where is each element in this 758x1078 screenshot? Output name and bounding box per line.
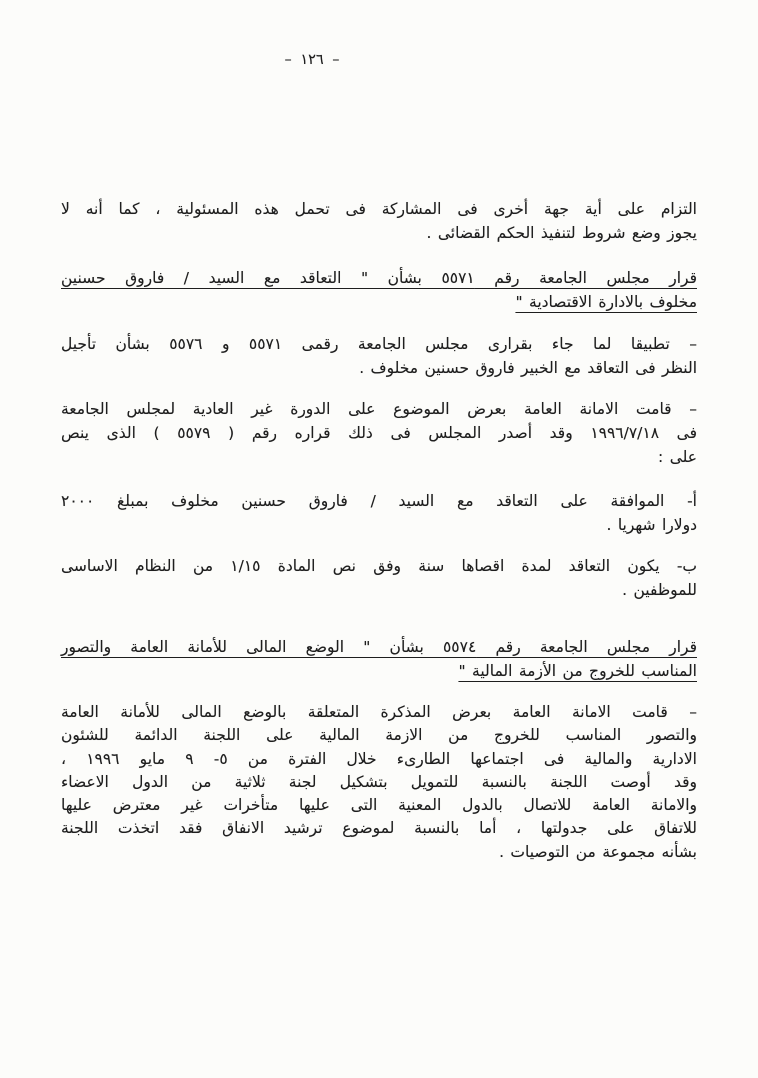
text-line: – قامت الامانة العامة بعرض المذكرة المتعلقة بالوضع المالى للأمانة العامة bbox=[61, 703, 697, 721]
text-line: وقد أوصت اللجنة بالنسبة للتمويل بتشكيل لجنة ثلاثية من الدول الاعضاء bbox=[61, 772, 697, 791]
text-line: فى ١٩٩٦/٧/١٨ وقد أصدر المجلس فى ذلك قراره رقم ( ٥٥٧٩ ) الذى ينص bbox=[61, 424, 698, 442]
text-line: بشأنه مجموعة من التوصيات . bbox=[499, 842, 697, 861]
paragraph bbox=[61, 197, 697, 245]
heading-line: قرار مجلس الجامعة رقم ٥٥٧٤ بشأن " الوضع المالى للأمانة العامة والتصور bbox=[61, 638, 697, 656]
heading-line: قرار مجلس الجامعة رقم ٥٥٧١ بشأن " التعاقد مع السيد / فاروق حسنين bbox=[61, 269, 697, 287]
section-heading bbox=[61, 635, 697, 683]
section-heading bbox=[61, 266, 697, 314]
heading-line: المناسب للخروج من الأزمة المالية " bbox=[458, 662, 697, 680]
text-line: والامانة العامة للاتصال بالدول المعنية التى عليها متأخرات غير معترض عليها bbox=[61, 796, 697, 815]
text-line: – تطبيقا لما جاء بقرارى مجلس الجامعة رقمى ٥٥٧١ و ٥٥٧٦ بشأن تأجيل bbox=[61, 335, 697, 353]
text-line: والتصور المناسب للخروج من الازمة المالية على اللجنة الدائمة للشئون bbox=[61, 726, 697, 745]
text-line: ب- يكون التعاقد لمدة اقصاها سنة وفق نص المادة ١/١٥ من النظام الاساسى bbox=[61, 557, 698, 575]
text-line: التزام على أية جهة أخرى فى المشاركة فى تحمل هذه المسئولية ، كما أنه لا bbox=[61, 200, 697, 218]
paragraph bbox=[61, 397, 697, 469]
text-line: يجوز وضع شروط لتنفيذ الحكم القضائى . bbox=[426, 224, 697, 242]
paragraph bbox=[61, 701, 697, 864]
text-line: – قامت الامانة العامة بعرض الموضوع على الدورة غير العادية لمجلس الجامعة bbox=[61, 400, 697, 418]
list-item-a bbox=[61, 489, 697, 537]
list-item-b bbox=[61, 554, 697, 602]
text-line: أ- الموافقة على التعاقد مع السيد / فاروق حسنين مخلوف بمبلغ ٢٠٠٠ bbox=[61, 492, 697, 510]
page-number: – ١٢٦ – bbox=[284, 52, 340, 68]
text-line: دولارا شهريا . bbox=[606, 516, 697, 534]
text-line: الادارية والمالية فى اجتماعها الطارىء خلال الفترة من ٥- ٩ مايو ١٩٩٦ ، bbox=[61, 749, 697, 768]
text-line: النظر فى التعاقد مع الخبير فاروق حسنين مخلوف . bbox=[359, 359, 697, 377]
text-line: للاتفاق على جدولتها ، أما بالنسبة لموضوع ترشيد الانفاق فقد اتخذت اللجنة bbox=[61, 819, 697, 838]
paragraph bbox=[61, 332, 697, 380]
text-line: على : bbox=[658, 448, 697, 466]
heading-line: مخلوف بالادارة الاقتصادية " bbox=[515, 293, 697, 311]
text-line: للموظفين . bbox=[622, 581, 697, 599]
